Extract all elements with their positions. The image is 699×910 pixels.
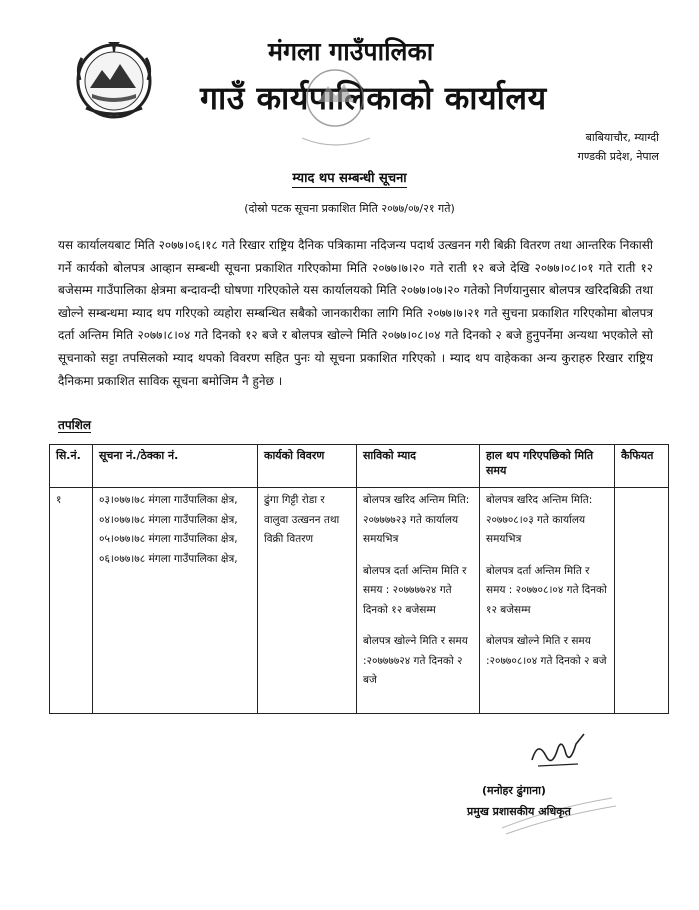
publication-note: (दोस्रो पटक सूचना प्रकाशित मिति २०७७/०७/२१ गते) [244, 202, 455, 215]
notice-body: यस कार्यालयबाट मिति २०७७।०६।१८ गते रिखार राष्ट्रिय दैनिक पत्रिकामा नदिजन्य पदार्थ उत्खनन गरी बिक्री वितरण तथा आन्तरिक निकासी गर्ने कार्यको बोलपत्र आव्हान सम्बन्धी सूचना प्रकाशित गरिएकोमा मिति २०७७।७।२० गते राती १२ बजे देखि २०७७।०८।०१ गते राती १२ बजेसम्म गाउँपालिका क्षेत्रमा बन्दावन्दी घोषणा गरिएकोले यस कार्यालयको मिति २०७७।०७।२० गतेको निर्णयानुसार बोलपत्र खरिदबिक्री तथा खोल्ने सम्बन्धमा म्याद थप गरिएको व्यहोरा सम्बन्धित सबैको जानकारीका लागि मिति २०७७।७।२१ गते सुचना प्रकाशित गरिएकोमा बोलपत्र दर्ता अन्तिम मिति २०७७।८।०४ गते दिनको १२ बजे र बोलपत्र खोल्ने मिति २०७७।०८।०४ गते दिनको २ बजे हुनुपर्नेमा अन्यथा भएकोले सो सूचनाको सट्टा तपसिलको म्याद थपको विवरण सहित पुनः यो सूचना प्रकाशित गरिएको । म्याद थप वाहेकका अन्य कुराहरु रिखार राष्ट्रिय दैनिकमा प्रकाशित साविक सूचना बमोजिम नै हुनेछ । [58, 238, 653, 388]
cell-tender: ०३।०७७।७८ मंगला गाउँपालिका क्षेत्र, ०४।०७७।७८ मंगला गाउँपालिका क्षेत्र, ०५।०७७।७८ मंगला गाउँपालिका क्षेत्र, ०६।०७७।७८ मंगला गाउँपालिका क्षेत्र, [93, 488, 258, 714]
old-registration-deadline: बोलपत्र दर्ता अन्तिम मिति र समय : २०७७७७२४ गते दिनको १२ बजेसम्म [363, 564, 467, 616]
cell-new-deadline [480, 488, 615, 714]
cell-sn: १ [50, 488, 93, 714]
handwritten-signature [528, 730, 588, 774]
col-header-work: कार्यको विवरण [258, 445, 357, 488]
address-line-1: बाबियाचौर, म्याग्दी [585, 131, 659, 144]
col-header-old-deadline: साविको म्याद [357, 445, 480, 488]
new-registration-deadline: बोलपत्र दर्ता अन्तिम मिति र समय : २०७७०८।०४ गते दिनको १२ बजेसम्म [486, 564, 607, 616]
municipality-name: मंगला गाउँपालिका [268, 37, 434, 66]
cell-old-deadline [357, 488, 480, 714]
details-table [49, 444, 669, 714]
office-name: गाउँ कार्यपालिकाको कार्यालय [200, 79, 547, 117]
cell-remarks [615, 488, 669, 714]
address-line-2: गण्डकी प्रदेश, नेपाल [577, 150, 659, 163]
col-header-sn: सि.नं. [50, 445, 93, 488]
col-header-new-deadline: हाल थप गरिएपछिको मिति समय [480, 445, 615, 488]
table-header-row [50, 445, 669, 488]
cell-work: ढुंगा गिट्टी रोडा र वालुवा उत्खनन तथा विक्री वितरण [258, 488, 357, 714]
old-purchase-deadline: बोलपत्र खरिद अन्तिम मिति: २०७७७७२३ गते कार्यालय समयभित्र [363, 494, 470, 545]
new-purchase-deadline: बोलपत्र खरिद अन्तिम मिति: २०७७०८।०३ गते कार्यालय समयभित्र [486, 494, 593, 545]
office-address [578, 128, 659, 166]
col-header-remarks: कैफियत [615, 445, 669, 488]
signatory-title: प्रमुख प्रशासकीय अधिकृत [467, 805, 571, 818]
notice-subject [0, 168, 699, 186]
old-opening-date: बोलपत्र खोल्ने मिति र समय :२०७७७७२४ गते दिनको २ बजे [363, 635, 468, 686]
office-seal-stamp [294, 60, 376, 170]
tapsil-heading: तपशिल [58, 418, 92, 432]
notice-subject-text: म्याद थप सम्बन्धी सूचना [292, 171, 407, 186]
new-opening-date: बोलपत्र खोल्ने मिति र समय :२०७७०८।०४ गते दिनको २ बजे [486, 635, 607, 667]
signatory-name: (मनोहर ढुंगाना) [482, 784, 546, 797]
table-row [50, 488, 669, 714]
nepal-emblem-logo [64, 38, 164, 120]
col-header-tender: सूचना नं./ठेक्का नं. [93, 445, 258, 488]
